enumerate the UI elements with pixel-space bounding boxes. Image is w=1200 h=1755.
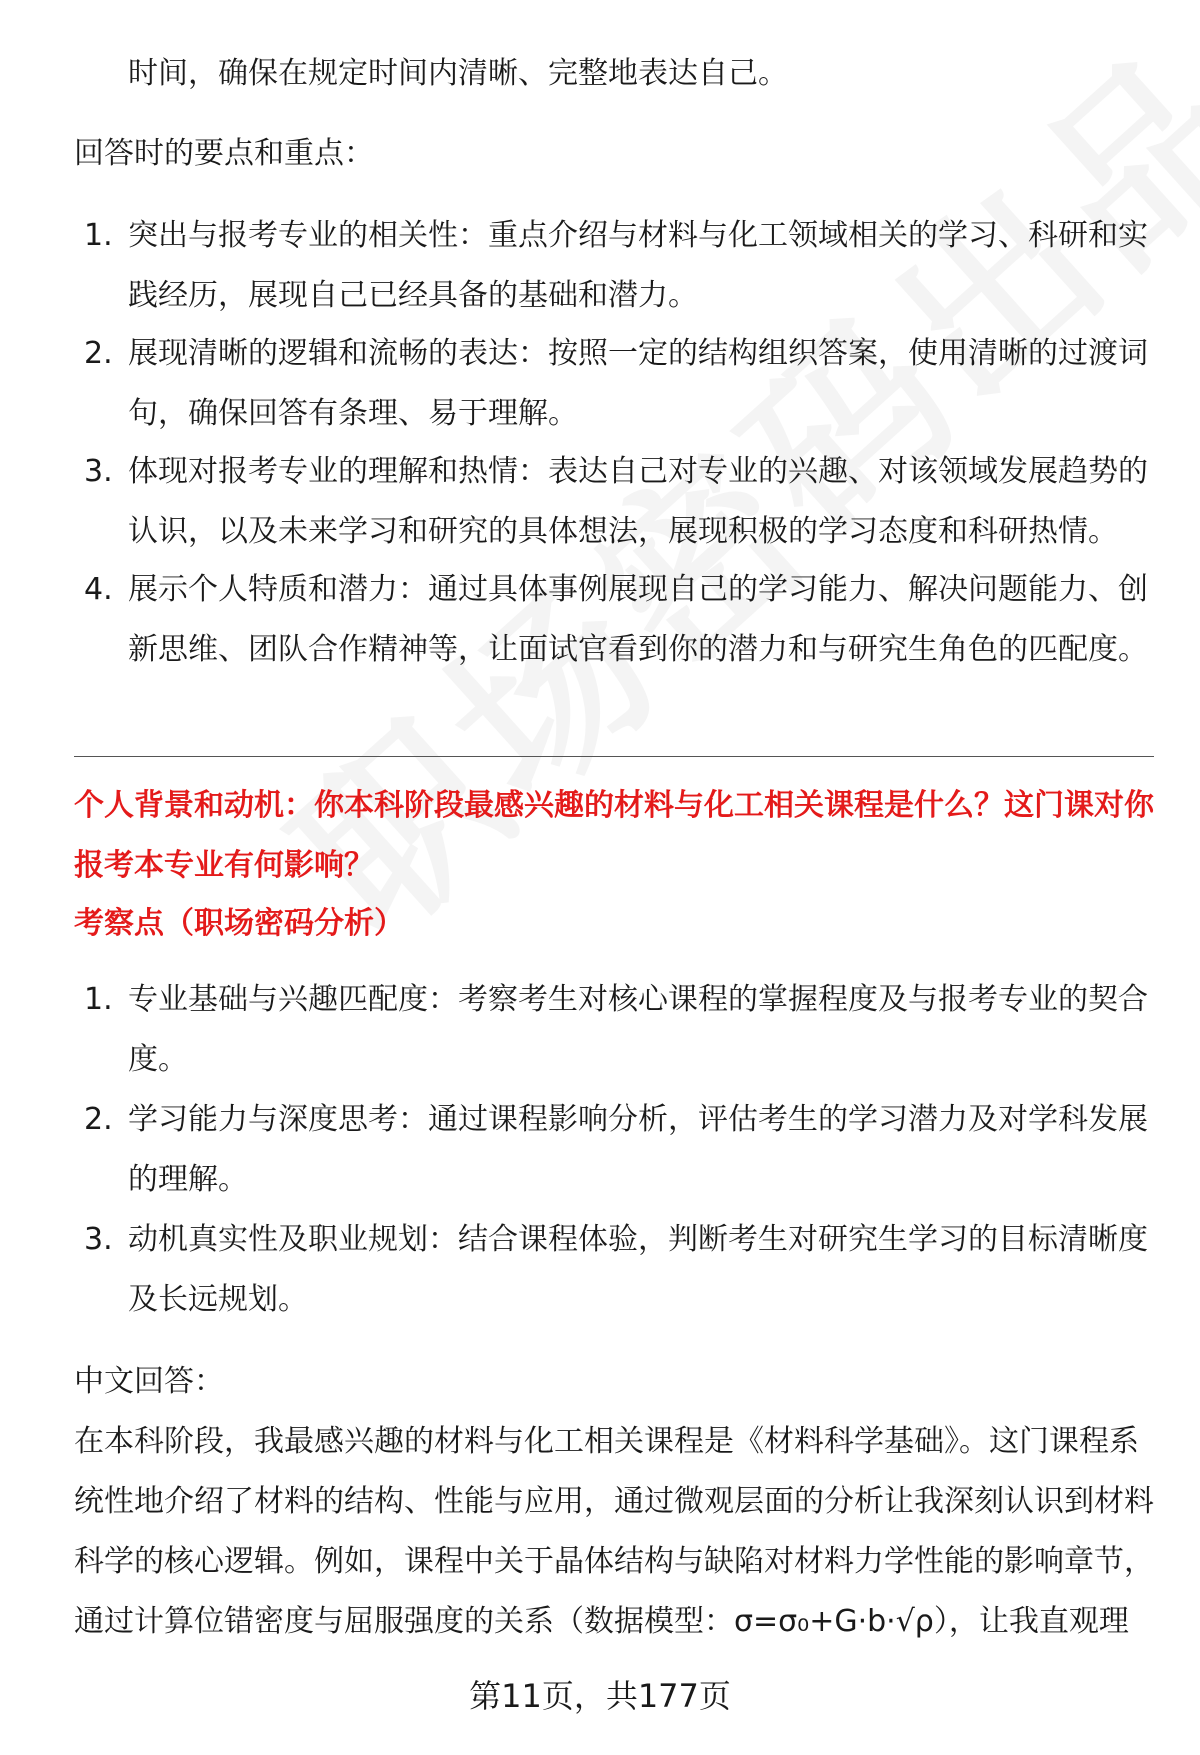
list-number: 2. bbox=[84, 336, 113, 371]
list-item-text: 专业基础与兴趣匹配度：考察考生对核心课程的掌握程度及与报考专业的契合度。 bbox=[128, 982, 1148, 1077]
list-number: 3. bbox=[84, 1222, 113, 1257]
list-number: 1. bbox=[84, 982, 113, 1017]
analysis-heading: 考察点（职场密码分析） bbox=[74, 906, 404, 941]
list-number: 4. bbox=[84, 572, 113, 607]
list-number: 2. bbox=[84, 1102, 113, 1137]
list-item-text: 展现清晰的逻辑和流畅的表达：按照一定的结构组织答案，使用清晰的过渡词句，确保回答有条理、易于理解。 bbox=[128, 336, 1148, 431]
list-item-text: 体现对报考专业的理解和热情：表达自己对专业的兴趣、对该领域发展趋势的认识，以及未来学习和研究的具体想法，展现积极的学习态度和科研热情。 bbox=[128, 454, 1148, 549]
list-item bbox=[74, 442, 1154, 562]
answer-body: 在本科阶段，我最感兴趣的材料与化工相关课程是《材料科学基础》。这门课程系统性地介绍了材料的结构、性能与应用，通过微观层面的分析让我深刻认识到材料科学的核心逻辑。例如，课程中关于晶体结构与缺陷对材料力学性能的影响章节，通过计算位错密度与屈服强度的关系（数据模型：σ=σ₀+G·b·√ρ），让我直观理 bbox=[74, 1424, 1154, 1639]
continued-text: 时间，确保在规定时间内清晰、完整地表达自己。 bbox=[128, 56, 788, 91]
list-item bbox=[74, 560, 1154, 680]
list-item bbox=[74, 206, 1154, 326]
key-points-list bbox=[74, 206, 1154, 680]
list-item bbox=[74, 324, 1154, 444]
list-item bbox=[74, 1210, 1154, 1330]
list-item-text: 动机真实性及职业规划：结合课程体验，判断考生对研究生学习的目标清晰度及长远规划。 bbox=[128, 1222, 1148, 1317]
key-points-heading: 回答时的要点和重点： bbox=[74, 136, 374, 171]
answer-heading: 中文回答： bbox=[74, 1364, 224, 1399]
list-item bbox=[74, 970, 1154, 1090]
list-item bbox=[74, 1090, 1154, 1210]
list-item-text: 展示个人特质和潜力：通过具体事例展现自己的学习能力、解决问题能力、创新思维、团队合作精神等，让面试官看到你的潜力和与研究生角色的匹配度。 bbox=[128, 572, 1148, 667]
page-footer: 第11页，共177页 bbox=[469, 1677, 731, 1715]
list-item-text: 学习能力与深度思考：通过课程影响分析，评估考生的学习潜力及对学科发展的理解。 bbox=[128, 1102, 1148, 1197]
list-item-text: 突出与报考专业的相关性：重点介绍与材料与化工领域相关的学习、科研和实践经历，展现自己已经具备的基础和潜力。 bbox=[128, 218, 1148, 313]
interview-question: 个人背景和动机：你本科阶段最感兴趣的材料与化工相关课程是什么？这门课对你报考本专业有何影响？ bbox=[74, 788, 1154, 883]
section-divider bbox=[74, 756, 1154, 757]
analysis-list bbox=[74, 970, 1154, 1330]
list-number: 3. bbox=[84, 454, 113, 489]
list-number: 1. bbox=[84, 218, 113, 253]
